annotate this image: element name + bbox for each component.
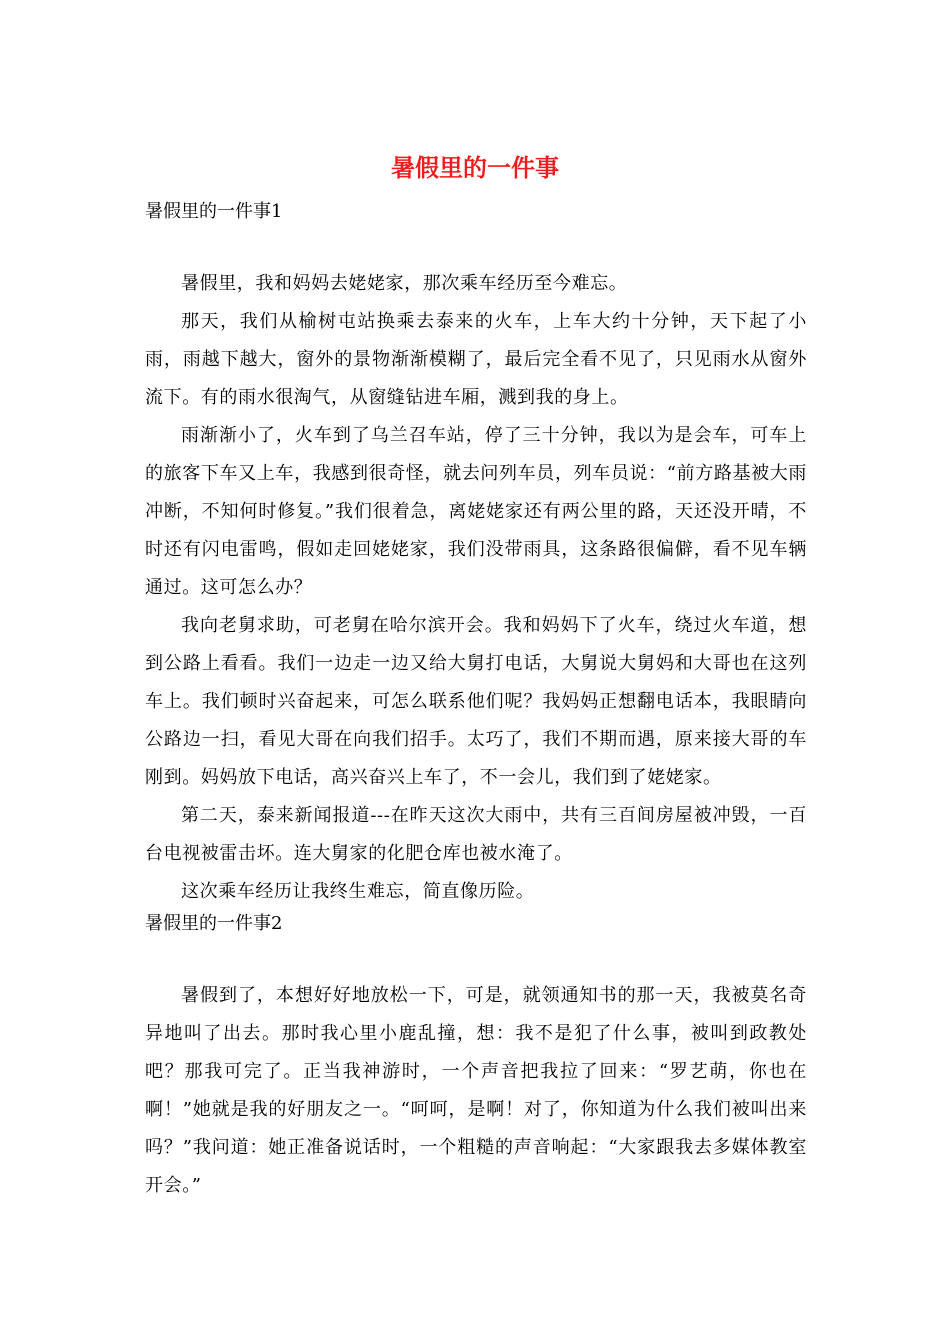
document-body: [145, 199, 807, 1205]
paragraph: 第二天，泰来新闻报道---在昨天这次大雨中，共有三百间房屋被冲毁，一百台电视被雷击坏。连大舅家的化肥仓库也被水淹了。: [145, 805, 807, 864]
paragraph: 暑假到了，本想好好地放松一下，可是，就领通知书的那一天，我被莫名奇异地叫了出去。那时我心里小鹿乱撞，想：我不是犯了什么事，被叫到政教处吧？那我可完了。正当我神游时，一个声音把我拉了回来：“罗艺萌，你也在啊！”她就是我的好朋友之一。“呵呵，是啊！对了，你知道为什么我们被叫出来吗？”我问道：她正准备说话时，一个粗糙的声音响起：“大家跟我去多媒体教室开会。”: [145, 985, 807, 1196]
paragraph: 那天，我们从榆树屯站换乘去泰来的火车，上车大约十分钟，天下起了小雨，雨越下越大，窗外的景物渐渐模糊了，最后完全看不见了，只见雨水从窗外流下。有的雨水很淘气，从窗缝钻进车厢，溅到我的身上。: [145, 311, 807, 408]
section-heading: 暑假里的一件事1: [145, 201, 283, 222]
section-1: [145, 199, 807, 911]
paragraph: 这次乘车经历让我终生难忘，简直像历险。: [181, 881, 535, 902]
paragraph: 雨渐渐小了，火车到了乌兰召车站，停了三十分钟，我以为是会车，可车上的旅客下车又上车，我感到很奇怪，就去问列车员，列车员说：“前方路基被大雨冲断，不知何时修复。”我们很着急，离姥姥家还有两公里的路，天还没开晴，不时还有闪电雷鸣，假如走回姥姥家，我们没带雨具，这条路很偏僻，看不见车辆通过。这可怎么办？: [145, 425, 807, 598]
section-2: [145, 911, 807, 1205]
blank-line: [145, 225, 807, 265]
blank-line: [145, 937, 807, 977]
paragraph: 暑假里，我和妈妈去姥姥家，那次乘车经历至今难忘。: [181, 273, 628, 294]
section-heading: 暑假里的一件事2: [145, 913, 283, 934]
paragraph: 我向老舅求助，可老舅在哈尔滨开会。我和妈妈下了火车，绕过火车道，想到公路上看看。我们一边走一边又给大舅打电话，大舅说大舅妈和大哥也在这列车上。我们顿时兴奋起来，可怎么联系他们呢？我妈妈正想翻电话本，我眼睛向公路边一扫，看见大哥在向我们招手。太巧了，我们不期而遇，原来接大哥的车刚到。妈妈放下电话，高兴奋兴上车了，不一会儿，我们到了姥姥家。: [145, 615, 807, 788]
document-title: 暑假里的一件事: [391, 153, 559, 182]
